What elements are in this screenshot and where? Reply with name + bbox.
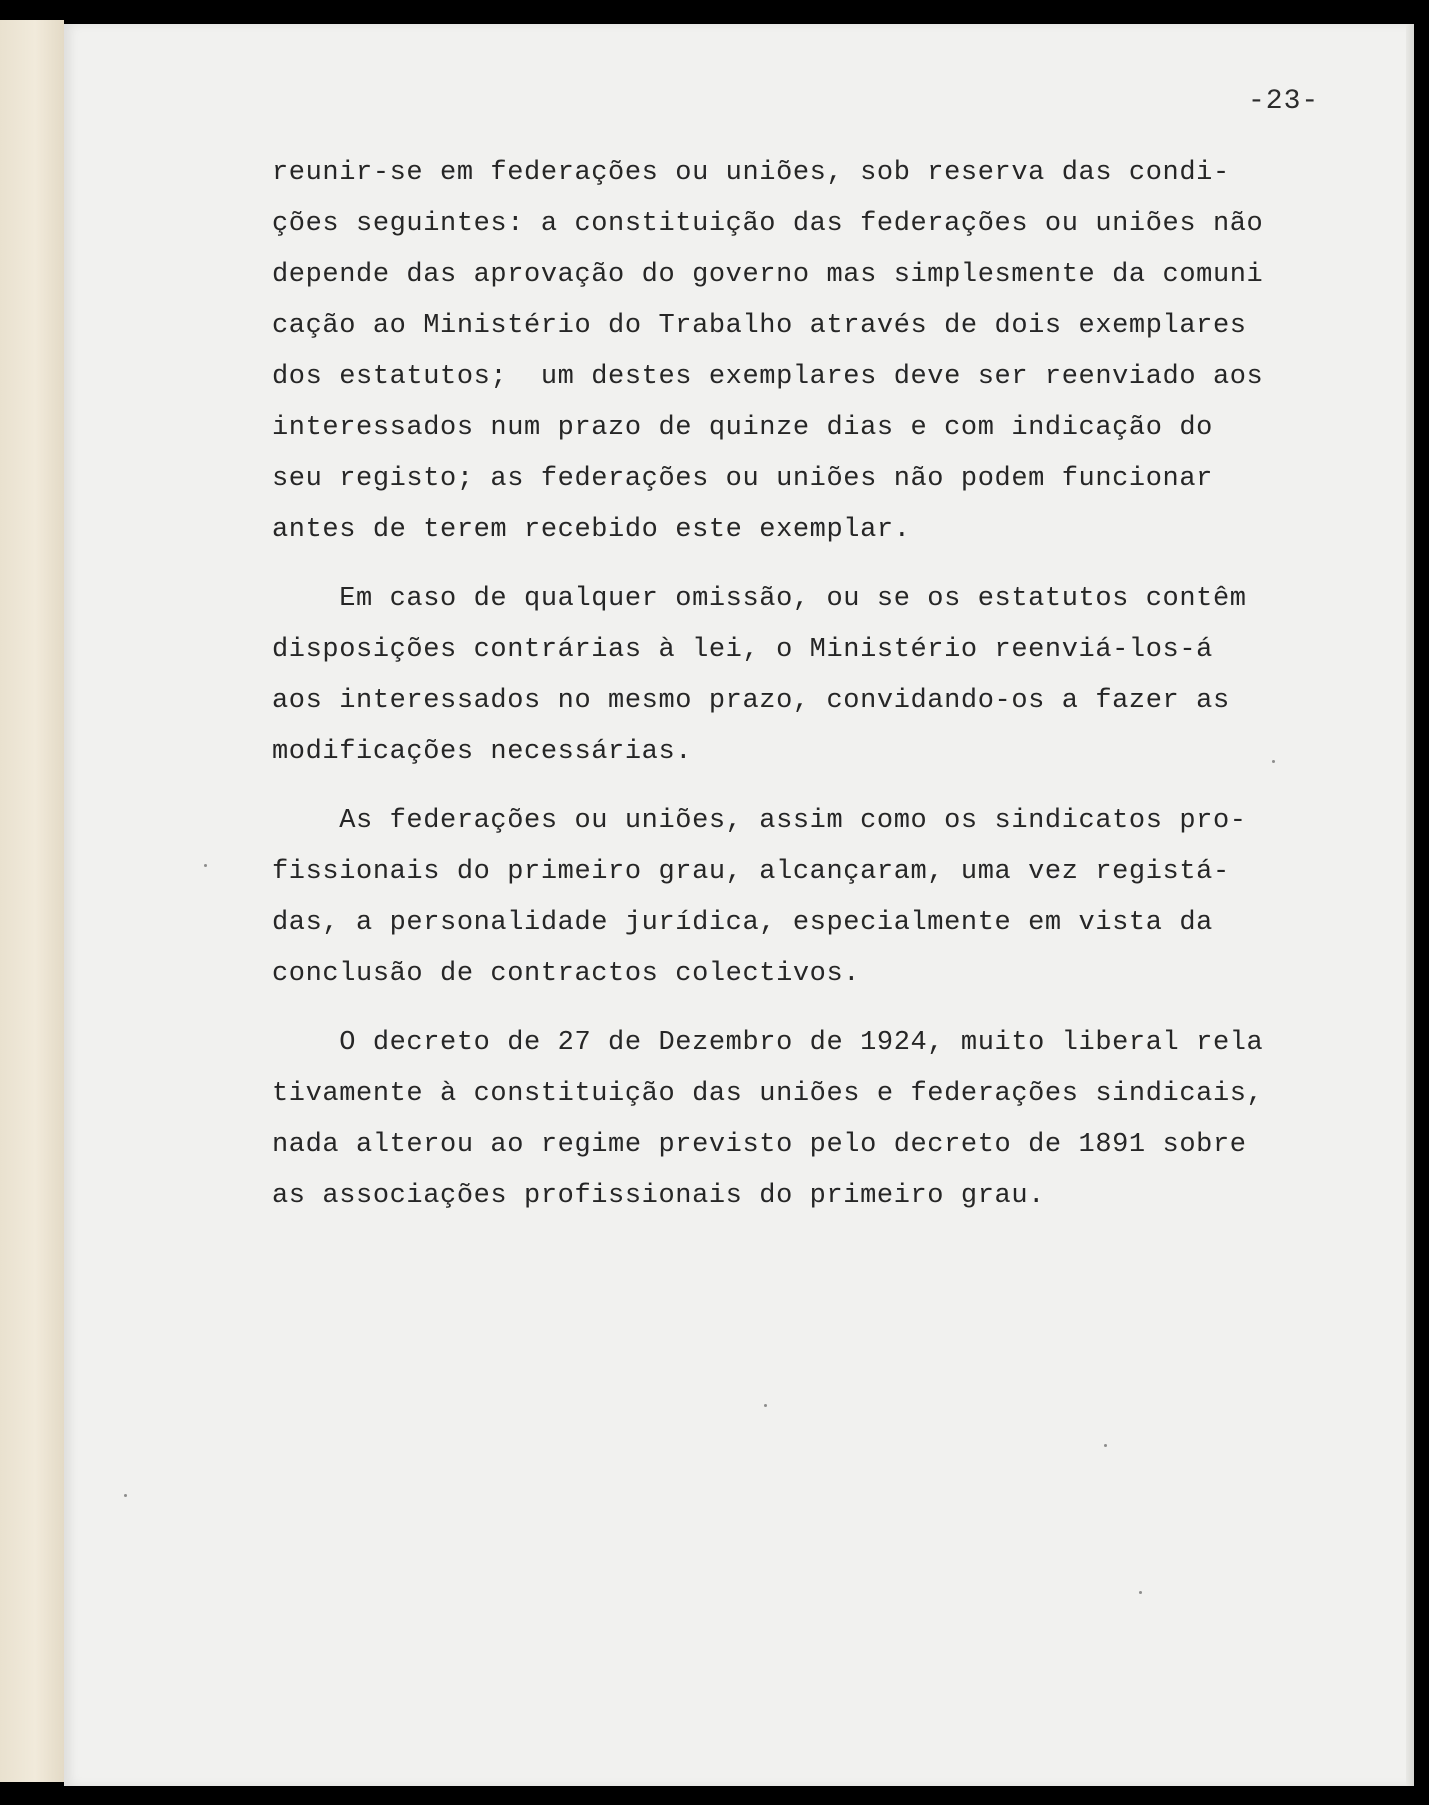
scan-speck [1104,1444,1107,1447]
text-line: dos estatutos; um destes exemplares deve ser reenviado aos [272,362,1264,392]
scan-speck [1139,1591,1142,1594]
text-line: tivamente à constituição das uniões e federações sindicais, [272,1079,1264,1109]
text-line: as associações profissionais do primeiro grau. [272,1181,1045,1211]
page-number: -23- [1248,86,1320,117]
scan-speck [764,1404,767,1407]
text-line: antes de terem recebido este exemplar. [272,515,911,545]
text-line: seu registo; as federações ou uniões não podem funcionar [272,464,1213,494]
text-line: nada alterou ao regime previsto pelo decreto de 1891 sobre [272,1130,1247,1160]
text-line: O decreto de 27 de Dezembro de 1924, muito liberal rela [272,1028,1264,1058]
text-line: interessados num prazo de quinze dias e com indicação do [272,413,1213,443]
paragraph-federations-conditions [272,148,1272,556]
text-line: ções seguintes: a constituição das federações ou uniões não [272,209,1264,239]
text-line: aos interessados no mesmo prazo, convidando-os a fazer as [272,686,1230,716]
text-line: disposições contrárias à lei, o Ministério reenviá-los-á [272,635,1213,665]
scan-speck [1272,760,1275,763]
scan-speck [204,864,207,867]
paragraph-omission [272,574,1272,778]
text-line: Em caso de qualquer omissão, ou se os estatutos contêm [272,584,1247,614]
body-text [272,148,1272,1240]
typewritten-page [64,24,1414,1786]
text-line: cação ao Ministério do Trabalho através de dois exemplares [272,311,1247,341]
text-line: fissionais do primeiro grau, alcançaram, uma vez registá- [272,857,1230,887]
text-line: depende das aprovação do governo mas simplesmente da comuni [272,260,1264,290]
text-line: modificações necessárias. [272,737,693,767]
binding-spine [0,20,64,1782]
paragraph-decree-1924 [272,1018,1272,1222]
text-line: As federações ou uniões, assim como os sindicatos pro- [272,806,1247,836]
scan-speck [124,1494,127,1497]
text-line: das, a personalidade jurídica, especialmente em vista da [272,908,1213,938]
page-edge [1406,24,1414,1786]
text-line: reunir-se em federações ou uniões, sob reserva das condi- [272,158,1230,188]
text-line: conclusão de contractos colectivos. [272,959,861,989]
paragraph-legal-personality [272,796,1272,1000]
